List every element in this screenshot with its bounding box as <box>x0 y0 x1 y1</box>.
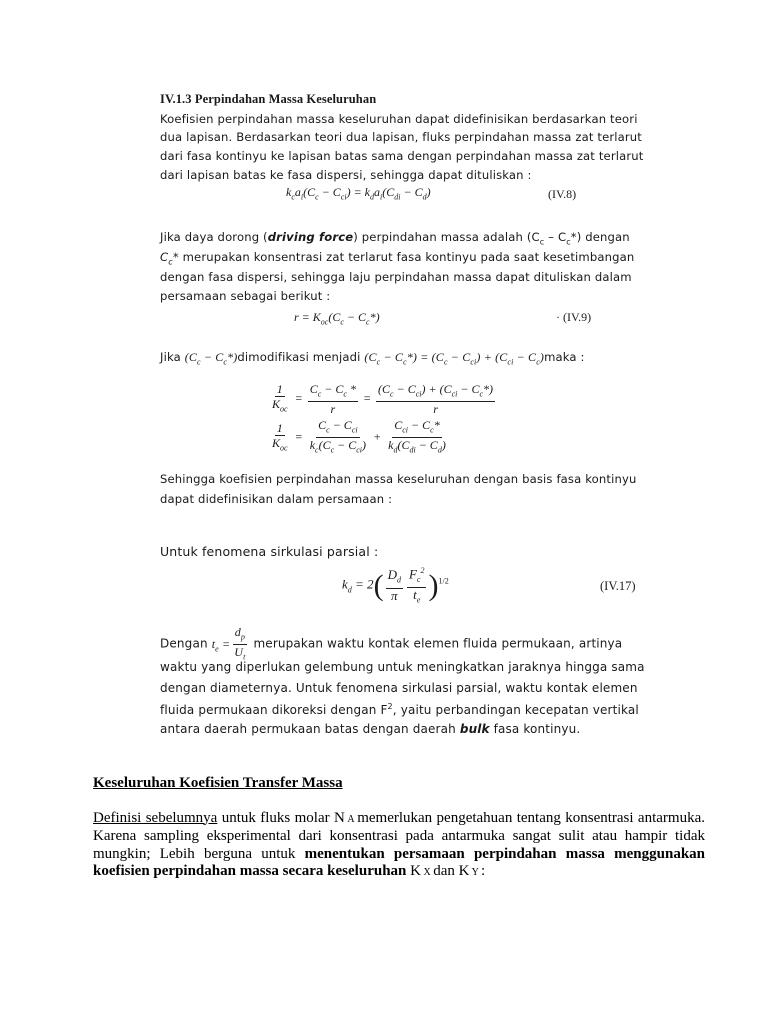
intro-line-1: Koefisien perpindahan massa keseluruhan dapat didefinisikan berdasarkan teori <box>160 112 638 126</box>
p5-intro: Untuk fenomena sirkulasi parsial : <box>160 544 379 559</box>
p4-line-1: Sehingga koefisien perpindahan massa keseluruhan dengan basis fasa kontinyu <box>160 472 637 486</box>
p2-line-4: persamaan sebagai berikut : <box>160 289 331 303</box>
typed-section <box>93 775 705 882</box>
p4-line-2: dapat didefinisikan dalam persamaan : <box>160 492 393 506</box>
equation-iv8: $k_ca_i(C_c - C_{ci}) = k_da_i(C_{di} - C_d)$ <box>286 185 431 202</box>
p3-line: Jika ($C_c$ − $C_c*)dimodifikasi$ menjadi $(C_c - C_c*) = (C_c - C_{ci}) + (C_{ci}$ − $C_c)maka$ : <box>160 350 585 367</box>
p6-line-2: waktu yang diperlukan gelembung untuk meningkatkan jaraknya hingga sama <box>160 660 645 674</box>
equation-fraction-1: $\frac{1}{K_{oc}}$ = $\frac{C_c - C_c *}{r}$ = $\frac{(C_c - C_{ci}) + (C_{ci} - C_c*)}{r}$ <box>272 382 494 417</box>
typed-heading: Keseluruhan Koefisien Transfer Massa <box>93 775 343 791</box>
typed-paragraph: Definisi sebelumnya untuk fluks molar N A memerlukan pengetahuan tentang konsentrasi antarmuka. Karena sampling eksperimental dari konsentrasi pada antarmuka sangat sulit atau hampir tidak mungkin; Lebih berguna untuk menentukan persamaan perpindahan massa menggunakan koefisien perpindahan massa secara keseluruhan K X dan K Y : <box>93 809 705 880</box>
p2-line-3: dengan fasa dispersi, sehingga laju perpindahan massa dapat dituliskan dalam <box>160 270 632 284</box>
equation-iv17: $k_d = 2$( $\frac{D_d}{\pi}$ $\frac{F_c^2}{t_e}$ )$^{1/2}$ <box>342 566 449 605</box>
p6-line-5: antara daerah permukaan batas dengan daerah bulk fasa kontinyu. <box>160 722 581 736</box>
definisi-link[interactable]: Definisi sebelumnya <box>93 809 218 826</box>
p6-line-3: dengan diameternya. Untuk fenomena sirkulasi parsial, waktu kontak elemen <box>160 681 638 695</box>
p6-line-4: fluida permukaan dikoreksi dengan $F^2$, yaitu perbandingan kecepatan vertikal <box>160 702 639 717</box>
equation-iv9: $r = K_{oc}(C_c - C_c*)$ <box>294 310 380 327</box>
p6-line-1: Dengan $t_e$ = $\frac{d_p}{U_t}$ merupakan waktu kontak elemen fluida permukaan, artinya <box>160 625 623 662</box>
p2-line-2: $C_c*$ merupakan konsentrasi zat terlarut fasa kontinyu pada saat kesetimbangan <box>160 250 635 267</box>
section-heading: IV.1.3 Perpindahan Massa Keseluruhan <box>160 92 377 106</box>
intro-line-4: dari lapisan batas ke fasa dispersi, sehingga dapat dituliskan : <box>160 168 532 182</box>
equation-iv17-number: (IV.17) <box>600 579 636 593</box>
p2-line-1: Jika daya dorong (driving force) perpindahan massa adalah $(C_c - C_c*)$ dengan <box>160 230 630 247</box>
intro-line-3: dari fasa kontinyu ke lapisan batas sama dengan perpindahan massa zat terlarut <box>160 149 644 163</box>
intro-line-2: dua lapisan. Berdasarkan teori dua lapisan, fluks perpindahan massa zat terlarut <box>160 130 642 144</box>
equation-fraction-2: $\frac{1}{K_{oc}}$ = $\frac{C_c - C_{ci}}{k_c(C_c - C_{ci})}$ + $\frac{C_{ci} - C_c*}{k_d(C_{di} - C_d)}$ <box>272 418 446 455</box>
equation-iv8-number: (IV.8) <box>548 187 577 201</box>
equation-iv9-number: · (IV.9) <box>556 310 592 324</box>
